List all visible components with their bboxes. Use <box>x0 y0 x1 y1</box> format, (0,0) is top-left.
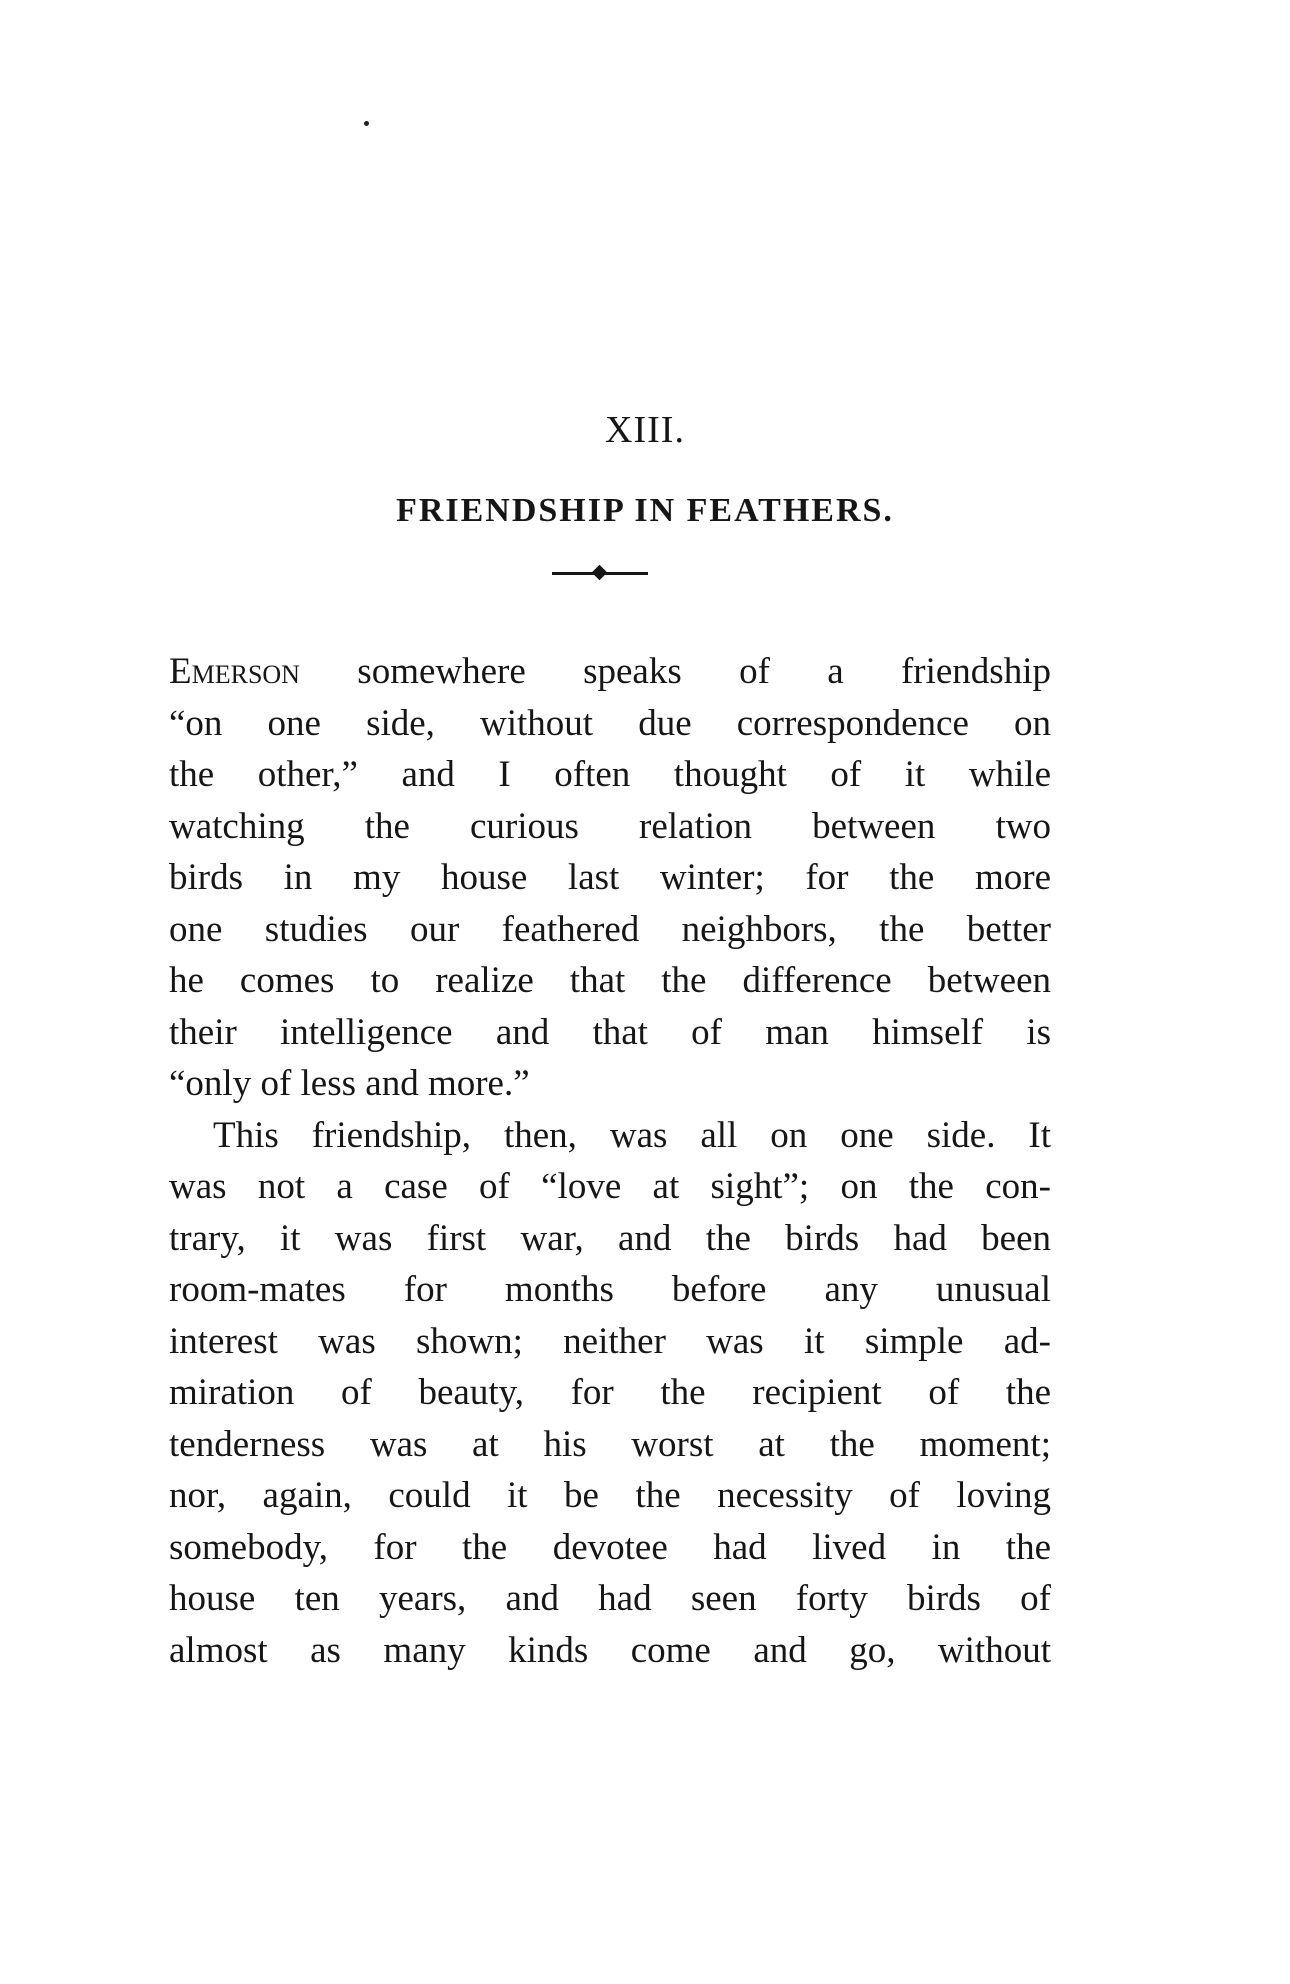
text-line: room-mates for months before any unusual <box>169 1269 1051 1310</box>
text-line: one studies our feathered neighbors, the better <box>169 908 1051 950</box>
text-line: interest was shown; neither was it simple ad- <box>169 1320 1051 1362</box>
text-line: birds in my house last winter; for the more <box>169 857 1051 898</box>
text-line: almost as many kinds come and go, without <box>169 1629 1051 1671</box>
text-line: trary, it was first war, and the birds had been <box>169 1217 1051 1259</box>
text-line: somebody, for the devotee had lived in the <box>169 1526 1051 1568</box>
ornament-diamond <box>592 565 608 581</box>
text-line: miration of beauty, for the recipient of the <box>169 1372 1051 1413</box>
chapter-number: XIII. <box>605 409 685 451</box>
text-line: was not a case of “love at sight”; on the con- <box>169 1166 1051 1207</box>
text-line: “on one side, without due correspondence on <box>169 702 1051 744</box>
page-speck <box>364 121 369 126</box>
text-line: house ten years, and had seen forty birds of <box>169 1578 1051 1619</box>
body-text <box>169 646 1051 1676</box>
text-line: the other,” and I often thought of it while <box>169 754 1051 795</box>
text-line: their intelligence and that of man himself is <box>169 1011 1051 1053</box>
text-line: “only of less and more.” <box>169 1063 530 1104</box>
lead-word: Emerson <box>169 651 300 692</box>
text-line: tenderness was at his worst at the moment; <box>169 1423 1051 1465</box>
chapter-title: FRIENDSHIP IN FEATHERS. <box>396 492 894 529</box>
text-line: nor, again, could it be the necessity of loving <box>169 1475 1051 1516</box>
ornament-divider-icon <box>552 566 648 580</box>
text-line: he comes to realize that the difference between <box>169 960 1051 1001</box>
text-line: Emerson somewhere speaks of a friendship <box>169 651 1051 692</box>
text-line: This friendship, then, was all on one side. It <box>213 1114 1051 1156</box>
text-line: watching the curious relation between two <box>169 805 1051 847</box>
